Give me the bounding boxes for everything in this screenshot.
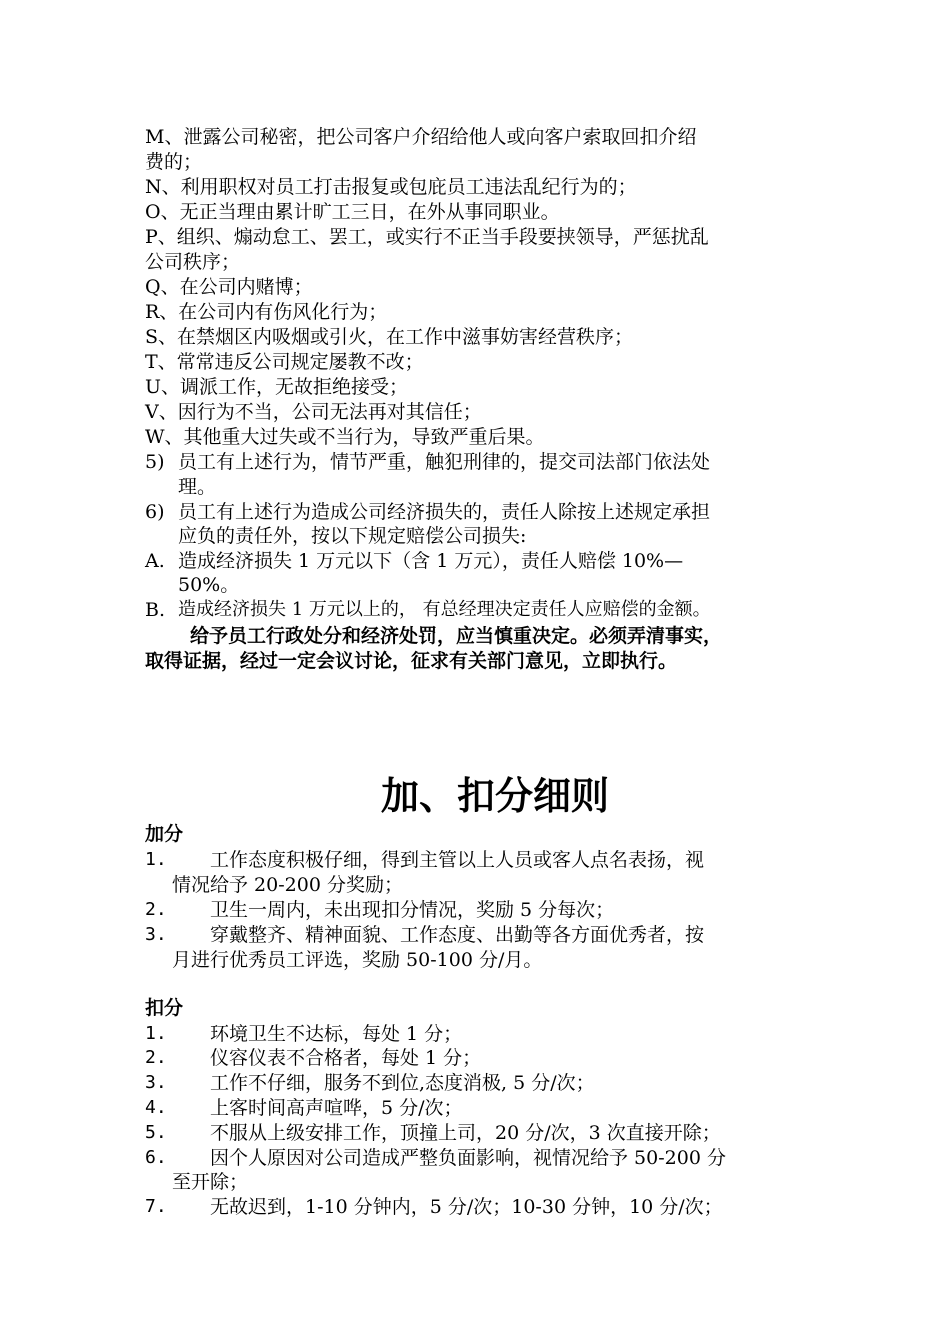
violation-line: M、泄露公司秘密，把公司客户介绍给他人或向客户索取回扣介绍	[145, 126, 697, 148]
list-number: A.	[145, 550, 165, 572]
violation-line: W、其他重大过失或不当行为，导致严重后果。	[145, 426, 545, 448]
list-item-text: 情况给予 20-200 分奖励；	[172, 874, 403, 896]
list-item-text: 因个人原因对公司造成严整负面影响，视情况给予 50-200 分	[210, 1147, 726, 1169]
violation-line: S、在禁烟区内吸烟或引火，在工作中滋事妨害经营秩序；	[145, 326, 634, 348]
violation-line: R、在公司内有伤风化行为；	[145, 301, 388, 323]
violation-line: T、常常违反公司规定屡教不改；	[145, 351, 424, 373]
violation-line: N、利用职权对员工打击报复或包庇员工违法乱纪行为的；	[145, 176, 637, 198]
list-item-text: 员工有上述行为，情节严重，触犯刑律的，提交司法部门依法处	[178, 451, 711, 473]
list-item-text: 工作不仔细，服务不到位,态度消极, 5 分/次；	[210, 1072, 595, 1094]
violation-line: V、因行为不当，公司无法再对其信任；	[145, 401, 482, 423]
list-number: 5.	[145, 1122, 167, 1143]
list-item-text: 造成经济损失 1 万元以上的， 有总经理决定责任人应赔偿的金额。	[178, 599, 711, 620]
list-number: 3.	[145, 1072, 167, 1093]
note-line: 取得证据，经过一定会议讨论，征求有关部门意见，立即执行。	[145, 650, 678, 672]
note-line: 给予员工行政处分和经济处罚，应当慎重决定。必须弄清事实，	[190, 625, 723, 647]
violation-line: 费的；	[145, 151, 203, 173]
list-item-text: 仪容仪表不合格者，每处 1 分；	[210, 1047, 482, 1069]
list-item-text: 员工有上述行为造成公司经济损失的，责任人除按上述规定承担	[178, 501, 711, 523]
list-item-text: 至开除；	[172, 1171, 249, 1193]
list-item-text: 工作态度积极仔细，得到主管以上人员或客人点名表扬，视	[210, 849, 705, 871]
section-title: 加、扣分细则	[380, 774, 609, 818]
list-number: 2.	[145, 1047, 167, 1068]
list-item-text: 月进行优秀员工评选，奖励 50-100 分/月。	[172, 949, 543, 971]
list-number: 1.	[145, 1023, 167, 1044]
list-item-text: 不服从上级安排工作，顶撞上司，20 分/次，3 次直接开除；	[210, 1122, 721, 1144]
list-item-text: 应负的责任外，按以下规定赔偿公司损失:	[178, 525, 527, 547]
list-number: 6)	[145, 501, 165, 523]
list-number: 4.	[145, 1097, 167, 1118]
violation-line: U、调派工作，无故拒绝接受；	[145, 376, 409, 398]
deduct-header: 扣分	[145, 997, 184, 1019]
list-item-text: 上客时间高声喧哗，5 分/次；	[210, 1097, 463, 1119]
list-item-text: 环境卫生不达标，每处 1 分；	[210, 1023, 463, 1045]
violation-line: Q、在公司内赌博；	[145, 276, 313, 298]
list-number: 3.	[145, 924, 167, 945]
list-number: B.	[145, 599, 166, 621]
list-item-text: 无故迟到，1-10 分钟内，5 分/次；10-30 分钟，10 分/次；	[210, 1196, 723, 1218]
list-number: 7.	[145, 1196, 167, 1217]
list-number: 2.	[145, 899, 167, 920]
list-number: 5)	[145, 451, 165, 473]
list-item-text: 穿戴整齐、精神面貌、工作态度、出勤等各方面优秀者，按	[210, 924, 705, 946]
list-number: 1.	[145, 849, 167, 870]
list-item-text: 50%。	[178, 574, 240, 596]
list-item-text: 卫生一周内，未出现扣分情况，奖励 5 分每次；	[210, 899, 615, 921]
bonus-header: 加分	[145, 823, 184, 845]
list-item-text: 造成经济损失 1 万元以下（含 1 万元），责任人赔偿 10%—	[178, 550, 684, 572]
violation-line: P、组织、煽动怠工、罢工，或实行不正当手段要挟领导，严惩扰乱	[145, 226, 709, 248]
violation-line: O、无正当理由累计旷工三日，在外从事同职业。	[145, 201, 560, 223]
violation-line: 公司秩序；	[145, 251, 241, 273]
list-number: 6.	[145, 1147, 167, 1168]
list-item-text: 理。	[178, 476, 217, 498]
